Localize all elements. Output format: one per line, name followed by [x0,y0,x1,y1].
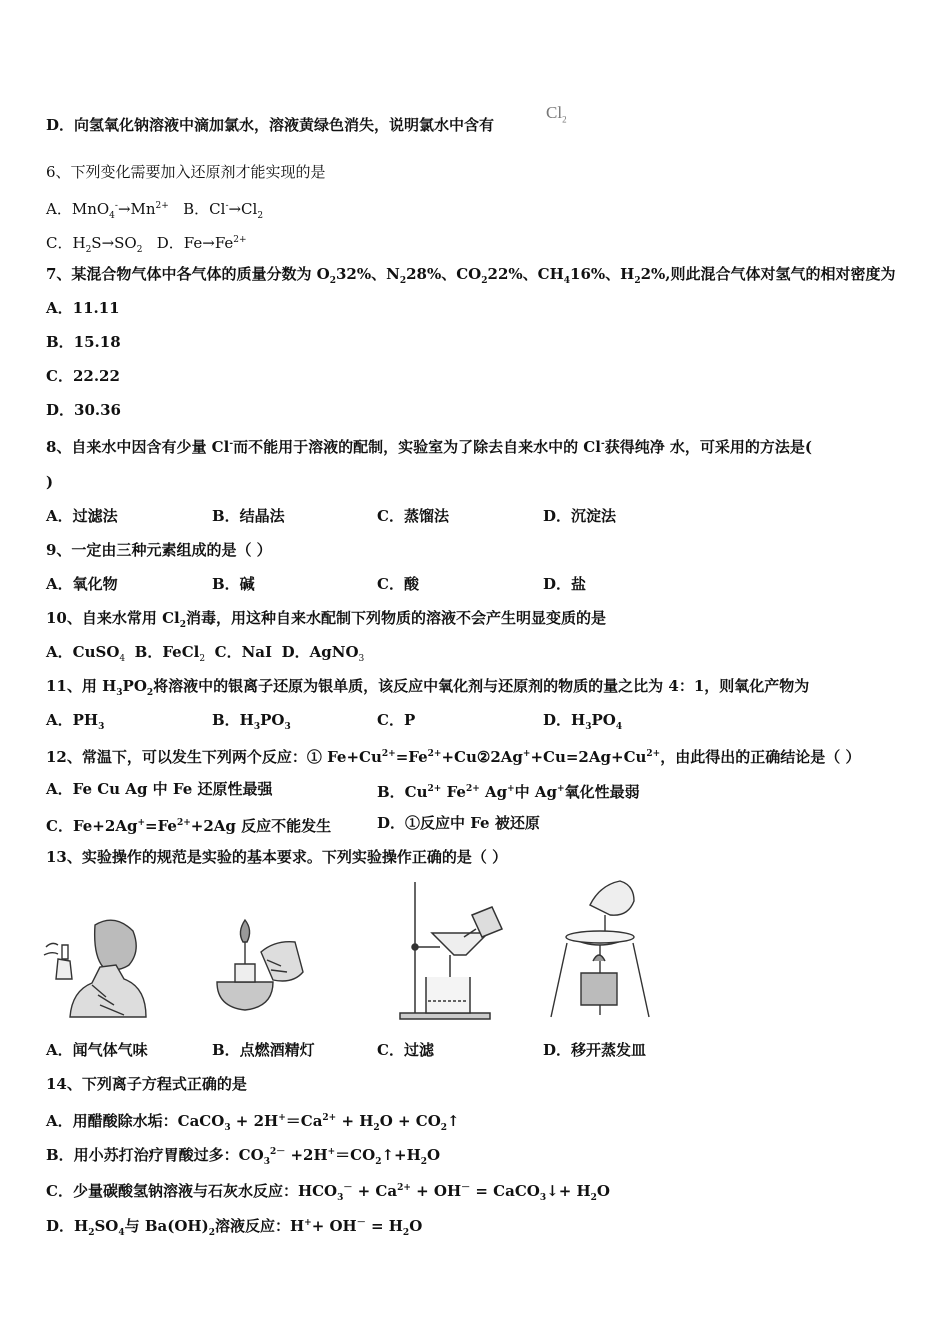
q8-stem-end: ) [46,473,54,491]
q11-option-d: D．$H_3PO_4$ [543,711,623,732]
q12-option-d: D．①反应中 Fe 被还原 [377,814,540,832]
q7-option-d: D．30.36 [46,401,121,419]
q9-stem: 9、一定由三种元素组成的是（ ） [46,541,272,559]
q11-option-b: B．$H_3PO_3$ [212,711,291,732]
smell-gas-illustration [40,905,160,1030]
q9-option-d: D．盐 [543,575,587,593]
q8-option-c: C．蒸馏法 [377,507,449,525]
q6-stem: 6、下列变化需要加入还原剂才能实现的是 [46,163,326,181]
q14-option-b: B．用小苏打治疗胃酸过多：$CO_3^{2-}$ $+2H^+=CO_2↑+H_2O$ [46,1146,441,1167]
filtration-illustration [390,877,510,1022]
evaporating-dish-illustration [545,877,655,1022]
q11-stem: 11、用 $H_3PO_2$将溶液中的银离子还原为银单质，该反应中氧化剂与还原剂的物质的量之比为 4：1，则氧化产物为 [46,677,810,698]
q10-options: A．CuSO$_4$ B．FeCl$_2$ C．NaI D．AgNO$_3$ [46,643,365,664]
q13-option-b: B．点燃酒精灯 [212,1041,315,1059]
q13-option-d: D．移开蒸发皿 [543,1041,647,1059]
q5-option-d: D．向氢氧化钠溶液中滴加氯水，溶液黄绿色消失，说明氯水中含有 [46,116,495,134]
q8-option-d: D．沉淀法 [543,507,617,525]
q13-option-c: C．过滤 [377,1041,434,1059]
cl2-formula: $Cl_2$ [546,103,567,125]
q7-option-b: B．15.18 [46,333,121,351]
q10-stem: 10、自来水常用 $Cl_2$消毒，用这种自来水配制下列物质的溶液不会产生明显变质的是 [46,609,607,630]
q11-option-c: C．P [377,711,416,729]
alcohol-lamp-illustration [205,912,315,1022]
q9-option-a: A．氧化物 [46,575,118,593]
q6-options-cd: C．$H_2S\to SO_2$ D．$Fe\to Fe^{2+}$ [46,234,247,255]
q6-options-ab: A．$MnO_4^-\to Mn^{2+}$ B．$Cl^-\to Cl_2$ [46,200,264,221]
q12-option-a: A．Fe Cu Ag 中 Fe 还原性最强 [46,780,273,798]
q13-stem: 13、实验操作的规范是实验的基本要求。下列实验操作正确的是（ ） [46,848,508,866]
q11-option-a: A．$PH_3$ [46,711,105,732]
q9-option-c: C．酸 [377,575,419,593]
q14-option-d: D．$H_2SO_4$与 $Ba(OH)_2$溶液反应：$H^++ OH^- = H_2O$ [46,1217,423,1238]
q7-option-c: C．22.22 [46,367,120,385]
q7-option-a: A．11.11 [46,299,120,317]
q8-stem: 8、自来水中因含有少量 Cl-而不能用于溶液的配制，实验室为了除去自来水中的 Cl-获得纯净 水，可采用的方法是( [46,438,813,456]
q7-stem: 7、某混合物气体中各气体的质量分数为 $O_232\%$、$N_228\%$、$CO_222\%$、$CH_416\%$、$H_22\%$,则此混合气体对氢气的相对密度为 [46,265,896,286]
q14-option-c: C．少量碳酸氢钠溶液与石灰水反应：$HCO_3^- + Ca^{2+} + OH^-$ = CaCO$_3$↓+ $H_2O$ [46,1182,610,1203]
q8-option-b: B．结晶法 [212,507,285,525]
q12-option-b: B．$Cu^{2+}$ $Fe^{2+}$ Ag+中 Ag+氧化性最弱 [377,783,640,801]
q13-option-a: A．闻气体气味 [46,1041,148,1059]
q9-option-b: B．碱 [212,575,255,593]
q14-stem: 14、下列离子方程式正确的是 [46,1075,247,1093]
q14-option-a: A．用醋酸除水垢：CaCO$_3$ + $2H^+=Ca^{2+} + H_2O$ + $CO_2↑$ [46,1112,460,1133]
q12-option-c: C．$Fe+2Ag^+=Fe^{2+}+2Ag$ 反应不能发生 [46,817,332,835]
q12-stem: 12、常温下，可以发生下列两个反应：① $Fe+Cu^{2+}=Fe^{2+}+Cu②2Ag^++Cu=2Ag+Cu^{2+}$，由此得出的正确结论是（ ） [46,748,861,766]
q8-option-a: A．过滤法 [46,507,118,525]
